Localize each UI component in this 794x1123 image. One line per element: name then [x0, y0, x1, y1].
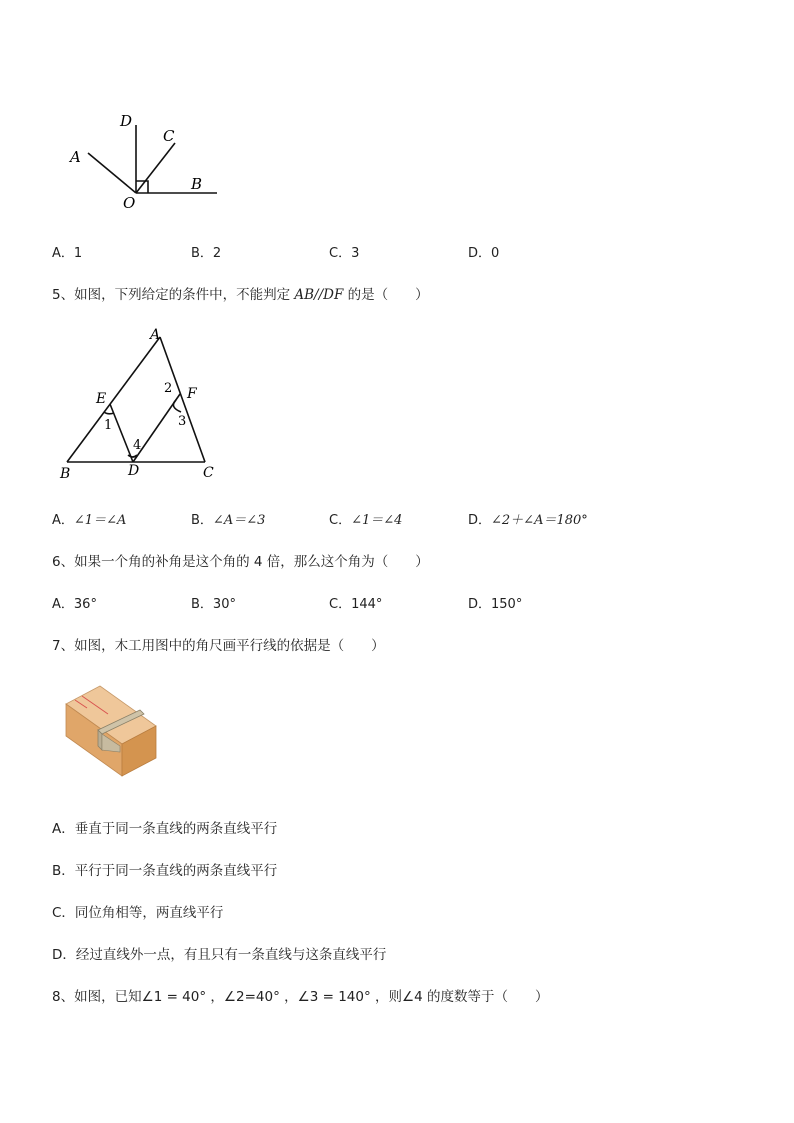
- q4-option-b[interactable]: B．2: [191, 246, 222, 261]
- ray-oa: [88, 153, 136, 193]
- question-8: 8、如图，已知∠1 = 40° ，∠2=40° ，∠3 = 140° ，则∠4 的度数等于（ ）: [52, 989, 549, 1005]
- label-angle-2: 2: [164, 381, 173, 396]
- q4-options: [52, 242, 652, 262]
- q4-option-d[interactable]: D．0: [468, 246, 500, 261]
- label-a: A: [70, 148, 81, 166]
- label-angle-1: 1: [104, 418, 113, 433]
- q6-option-c[interactable]: C．144°: [329, 597, 383, 612]
- figure-triangle-q5: [55, 322, 225, 482]
- q4-option-a[interactable]: A．1: [52, 246, 83, 261]
- label-c-q5: C: [203, 465, 214, 481]
- label-d-q5: D: [128, 463, 140, 479]
- q5-option-b[interactable]: B．∠A＝∠3: [191, 513, 266, 528]
- q5-option-a[interactable]: A．∠1＝∠A: [52, 513, 127, 528]
- q5-math: AB//DF: [294, 287, 344, 303]
- label-o: O: [123, 194, 136, 212]
- question-6: 6、如果一个角的补角是这个角的 4 倍，那么这个角为（ ）: [52, 554, 429, 570]
- q5-option-c[interactable]: C．∠1＝∠4: [329, 513, 403, 528]
- label-b: B: [191, 175, 203, 193]
- figure-carpenter-square-q7: [62, 680, 167, 780]
- figure-angles-q4: [60, 105, 230, 215]
- q4-option-c[interactable]: C．3: [329, 246, 360, 261]
- q6-option-a[interactable]: A．36°: [52, 597, 97, 612]
- label-a-q5: A: [150, 327, 161, 343]
- q7-option-c[interactable]: C．同位角相等，两直线平行: [52, 905, 224, 921]
- angle-mark-2-3: [173, 400, 181, 412]
- label-f: F: [187, 386, 197, 402]
- label-e: E: [96, 391, 107, 407]
- angle-mark-4: [128, 455, 137, 457]
- q5-options: [52, 509, 652, 529]
- q5-option-d[interactable]: D．∠2＋∠A＝180°: [468, 513, 588, 528]
- ray-oc: [136, 143, 175, 193]
- q7-option-d[interactable]: D．经过直线外一点，有且只有一条直线与这条直线平行: [52, 947, 387, 963]
- q6-option-b[interactable]: B．30°: [191, 597, 236, 612]
- q6-options: [52, 593, 652, 613]
- q6-option-d[interactable]: D．150°: [468, 597, 523, 612]
- label-angle-4: 4: [133, 438, 142, 453]
- question-5: 5、如图，下列给定的条件中，不能判定 AB//DF 的是（ ）: [52, 287, 429, 303]
- label-angle-3: 3: [178, 414, 187, 429]
- q7-option-a[interactable]: A．垂直于同一条直线的两条直线平行: [52, 821, 278, 837]
- q7-option-b[interactable]: B．平行于同一条直线的两条直线平行: [52, 863, 278, 879]
- square-handle: [98, 730, 102, 750]
- label-c: C: [163, 127, 175, 145]
- question-7: 7、如图，木工用图中的角尺画平行线的依据是（ ）: [52, 638, 385, 654]
- side-ac: [160, 337, 205, 462]
- label-d: D: [120, 112, 133, 130]
- label-b-q5: B: [60, 466, 71, 482]
